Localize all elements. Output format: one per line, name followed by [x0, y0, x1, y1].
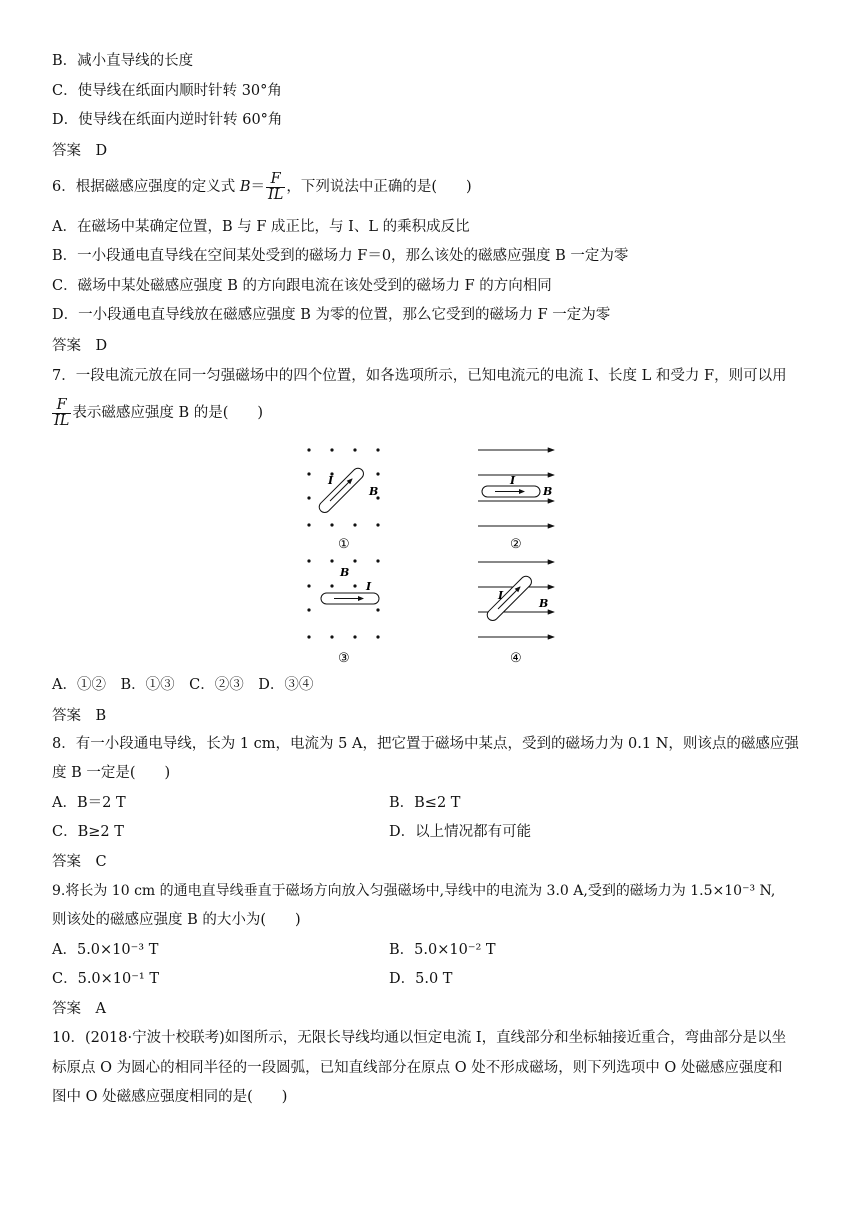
- panel-4-field-label: B: [539, 597, 549, 610]
- q6-answer: 答案 D: [52, 338, 108, 354]
- panel-3-label: ③: [338, 651, 350, 666]
- q6-formula-fraction: $\frac{F}{IL}$: [268, 170, 284, 203]
- q7-stem-line2: $\frac{F}{IL}$ 表示磁感应强度 B 的是( ): [54, 396, 264, 429]
- q8-option-a: A．B＝2 T: [52, 795, 126, 811]
- q5-option-d: D．使导线在纸面内逆时针转 60°角: [52, 112, 283, 128]
- panel-1-label: ①: [338, 537, 350, 552]
- q6-option-c: C．磁场中某处磁感应强度 B 的方向跟电流在该处受到的磁场力 F 的方向相同: [52, 278, 552, 294]
- q5-option-c: C．使导线在纸面内顺时针转 30°角: [52, 83, 282, 99]
- panel-4-current-label: I: [498, 589, 504, 602]
- q8-option-c: C．B≥2 T: [52, 824, 124, 840]
- q7-answer: 答案 B: [52, 708, 107, 724]
- panel-1-field-label: B: [369, 485, 379, 498]
- panel-2-field-label: B: [543, 485, 553, 498]
- panel-1-conductor: [317, 466, 366, 515]
- q9-answer: 答案 A: [52, 1001, 106, 1017]
- q6-stem: 6．根据磁感应强度的定义式 B＝ $\frac{F}{IL}$ ，下列说法中正确的是( ): [52, 170, 472, 203]
- q9-option-b: B．5.0×10⁻² T: [389, 942, 496, 958]
- q9-option-a: A．5.0×10⁻³ T: [52, 942, 159, 958]
- q5-answer: 答案 D: [52, 143, 108, 159]
- panel-3-current-label: I: [366, 580, 372, 593]
- panel-3-conductor: [321, 593, 379, 604]
- panel-2-conductor: [482, 486, 540, 497]
- q9-stem-line2: 则该处的磁感应强度 B 的大小为( ): [52, 912, 301, 928]
- q7-stem-line1: 7．一段电流元放在同一匀强磁场中的四个位置，如各选项所示，已知电流元的电流 I、长度 L 和受力 F，则可以用: [52, 368, 787, 384]
- q6-option-a: A．在磁场中某确定位置，B 与 F 成正比，与 I、L 的乘积成反比: [52, 219, 470, 235]
- q8-stem-line1: 8．有一小段通电导线，长为 1 cm，电流为 5 A，把它置于磁场中某点，受到的磁场力为 0.1 N，则该点的磁感应强: [52, 736, 799, 752]
- q8-option-b: B．B≤2 T: [389, 795, 461, 811]
- q8-answer: 答案 C: [52, 854, 107, 870]
- panel-4-conductor: [485, 574, 534, 623]
- panel-4-label: ④: [510, 651, 522, 666]
- panel-2-current-label: I: [510, 474, 516, 487]
- panel-3-field-label: B: [340, 566, 350, 579]
- q9-stem-line1: 9.将长为 10 cm 的通电直导线垂直于磁场方向放入匀强磁场中,导线中的电流为 3.0 A,受到的磁场力为 1.5×10⁻³ N,: [52, 883, 776, 899]
- q7-figure: [290, 438, 580, 670]
- q7-options: A．①② B．①③ C．②③ D．③④: [52, 677, 314, 693]
- panel-2-label: ②: [510, 537, 522, 552]
- q10-line2: 标原点 O 为圆心的相同半径的一段圆弧，已知直线部分在原点 O 处不形成磁场，则下列选项中 O 处磁感应强度和: [52, 1060, 783, 1076]
- panel-1-current-label: I: [328, 474, 334, 487]
- q5-option-b: B．减小直导线的长度: [52, 53, 194, 69]
- q6-option-b: B．一小段通电直导线在空间某处受到的磁场力 F＝0，那么该处的磁感应强度 B 一定为零: [52, 248, 629, 264]
- q6-option-d: D．一小段通电直导线放在磁感应强度 B 为零的位置，那么它受到的磁场力 F 一定为零: [52, 307, 611, 323]
- q7-fraction: $\frac{F}{IL}$: [54, 396, 70, 429]
- q8-option-d: D．以上情况都有可能: [389, 824, 532, 840]
- q8-stem-line2: 度 B 一定是( ): [52, 765, 171, 781]
- q10-line3: 图中 O 处磁感应强度相同的是( ): [52, 1089, 288, 1105]
- q9-option-c: C．5.0×10⁻¹ T: [52, 971, 160, 987]
- q10-line1: 10．(2018·宁波十校联考)如图所示，无限长导线均通以恒定电流 I，直线部分和坐标轴接近重合，弯曲部分是以坐: [52, 1030, 787, 1046]
- q9-option-d: D．5.0 T: [389, 971, 453, 987]
